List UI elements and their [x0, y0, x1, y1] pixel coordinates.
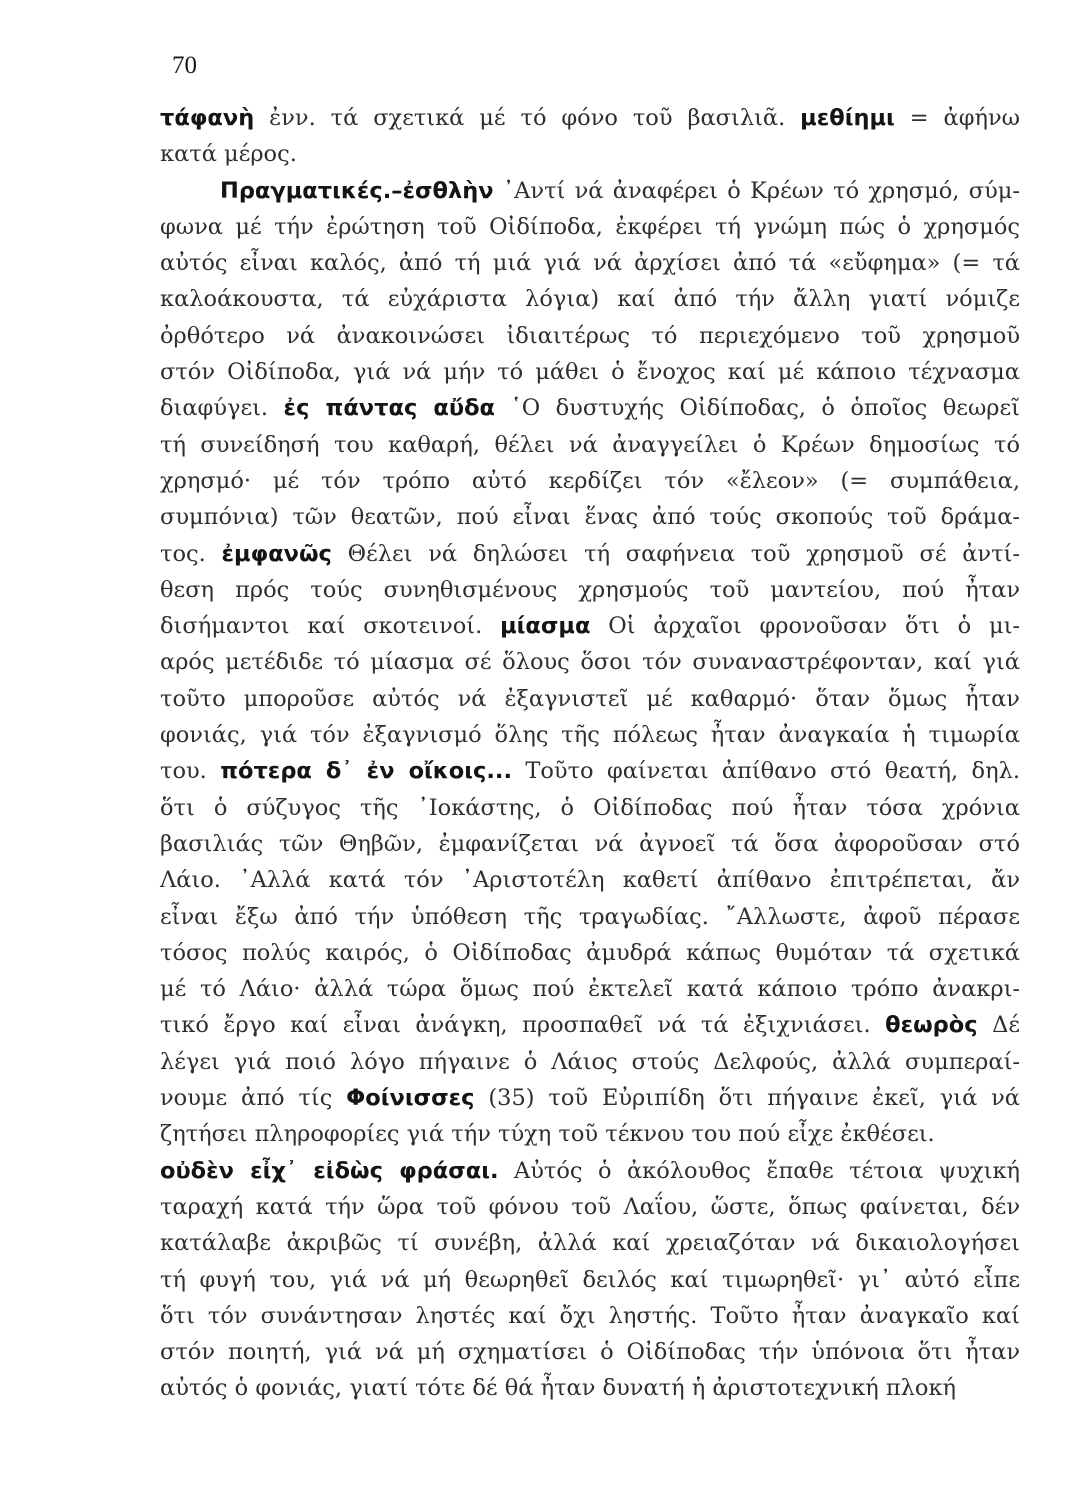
text-line — [160, 971, 1020, 1007]
bold-term: τάφανὴ — [160, 105, 255, 131]
text-run: ταραχή κατά τήν ὥρα τοῦ φόνου τοῦ Λαΐου, ὥστε, ὅπως φαίνεται, δέν — [160, 1193, 1020, 1220]
text-run: εἶναι ἔξω ἀπό τήν ὑπόθεση τῆς τραγωδίας. ῎Αλλωστε, ἀφοῦ πέρασε — [160, 903, 1020, 930]
text-line — [160, 1007, 1020, 1043]
text-run: τή συνείδησή του καθαρή, θέλει νά ἀναγγείλει ὁ Κρέων δημοσίως τό — [160, 431, 1020, 458]
bold-term: μεθίημι — [800, 105, 895, 131]
text-line — [160, 463, 1020, 499]
text-run: ὅτι τόν συνάντησαν ληστές καί ὄχι ληστής. Τοῦτο ἦταν ἀναγκαῖο καί — [160, 1302, 1020, 1329]
text-line — [160, 1225, 1020, 1261]
text-run: θεση πρός τούς συνηθισμένους χρησμούς τοῦ μαντείου, πού ἦταν — [160, 576, 1020, 603]
text-line — [160, 1189, 1020, 1225]
bold-term: οὐδὲν εἶχ᾽ εἰδὼς φράσαι. — [160, 1157, 499, 1184]
text-line — [160, 1044, 1020, 1080]
text-run: Τοῦτο φαίνεται ἀπίθανο στό θεατή, δηλ. — [512, 758, 1020, 785]
text-run: φονιάς, γιά τόν ἐξαγνισμό ὅλης τῆς πόλεως ἦταν ἀναγκαία ἡ τιμωρία — [160, 722, 1020, 749]
text-line — [160, 608, 1020, 644]
bold-term: Πραγματικές.–ἐσθλὴν — [220, 177, 494, 204]
text-line — [160, 536, 1020, 572]
text-run: αὐτός εἶναι καλός, ἀπό τή μιά γιά νά ἀρχίσει ἀπό τά «εὔφημα» (= τά — [160, 250, 1020, 277]
text-line — [160, 1262, 1020, 1298]
text-run: = ἀφήνω — [894, 105, 1020, 131]
text-line — [160, 826, 1020, 862]
bold-term: Φοίνισσες — [346, 1085, 475, 1112]
text-run: Θέλει νά δηλώσει τή σαφήνεια τοῦ χρησμοῦ σέ ἀντί- — [331, 540, 1020, 567]
text-line — [160, 390, 1020, 426]
text-line — [160, 499, 1020, 535]
text-run: Λάιο. ᾽Αλλά κατά τόν ᾽Αριστοτέλη καθετί ἀπίθανο ἐπιτρέπεται, ἄν — [160, 867, 1020, 894]
text-run: (35) τοῦ Εὐριπίδη ὅτι πήγαινε ἐκεῖ, γιά νά — [474, 1085, 1020, 1112]
text-line — [160, 354, 1020, 390]
bold-term: ἐς πάντας αὔδα — [283, 395, 495, 422]
text-run: του. — [160, 758, 221, 785]
page-number: 70 — [172, 52, 197, 79]
text-run: νουμε ἀπό τίς — [160, 1085, 347, 1112]
text-run: διαφύγει. — [160, 395, 284, 422]
text-line — [160, 136, 1020, 172]
bold-term: θεωρὸς — [885, 1012, 978, 1039]
text-line — [160, 427, 1020, 463]
text-line — [160, 173, 1020, 209]
text-line — [160, 717, 1020, 753]
text-line — [160, 1116, 1020, 1152]
commentary-text — [160, 100, 1020, 1407]
text-run: μέ τό Λάιο· ἀλλά τώρα ὅμως πού ἐκτελεῖ κατά κάποιο τρόπο ἀνακρι- — [160, 976, 1020, 1003]
text-run: ὅτι ὁ σύζυγος τῆς ᾽Ιοκάστης, ὁ Οἰδίποδας πού ἦταν τόσα χρόνια — [160, 794, 1020, 821]
text-run: στόν ποιητή, γιά νά μή σχηματίσει ὁ Οἰδίποδας τήν ὑπόνοια ὅτι ἦταν — [160, 1339, 1020, 1366]
text-run: αὐτός ὁ φονιάς, γιατί τότε δέ θά ἦταν δυνατή ἡ ἀριστοτεχνική πλοκή — [160, 1375, 957, 1402]
text-run: Οἱ ἀρχαῖοι φρονοῦσαν ὅτι ὁ μι- — [590, 613, 1020, 640]
text-run: ὀρθότερο νά ἀνακοινώσει ἰδιαιτέρως τό περιεχόμενο τοῦ χρησμοῦ — [160, 322, 1020, 349]
text-line — [160, 899, 1020, 935]
text-run: βασιλιάς τῶν Θηβῶν, ἐμφανίζεται νά ἀγνοεῖ τά ὅσα ἀφοροῦσαν στό — [160, 830, 1020, 857]
text-run: καλοάκουστα, τά εὐχάριστα λόγια) καί ἀπό τήν ἄλλη γιατί νόμιζε — [160, 286, 1020, 313]
text-run: τόσος πολύς καιρός, ὁ Οἰδίποδας ἀμυδρά κάπως θυμόταν τά σχετικά — [160, 939, 1020, 966]
bold-term: ἐμφανῶς — [221, 540, 332, 567]
text-run: Αὐτός ὁ ἀκόλουθος ἔπαθε τέτοια ψυχική — [498, 1157, 1020, 1184]
text-run: συμπόνια) τῶν θεατῶν, πού εἶναι ἕνας ἀπό τούς σκοπούς τοῦ δράμα- — [160, 504, 1020, 531]
text-line — [160, 1370, 1020, 1406]
text-line — [160, 209, 1020, 245]
text-line — [160, 935, 1020, 971]
text-run: κατά μέρος. — [160, 141, 297, 168]
text-line — [160, 1153, 1020, 1189]
text-run: ῾Ο δυστυχής Οἰδίποδας, ὁ ὁποῖος θεωρεῖ — [495, 395, 1020, 422]
text-run: δισήμαντοι καί σκοτεινοί. — [160, 613, 501, 640]
text-run: λέγει γιά ποιό λόγο πήγαινε ὁ Λάιος στούς Δελφούς, ἀλλά συμπεραί- — [160, 1048, 1020, 1075]
text-line — [160, 245, 1020, 281]
text-line — [160, 681, 1020, 717]
bold-term: πότερα δ᾽ ἐν οἴκοις... — [220, 758, 512, 785]
text-run: τή φυγή του, γιά νά μή θεωρηθεῖ δειλός καί τιμωρηθεῖ· γι᾽ αὐτό εἶπε — [160, 1266, 1020, 1293]
text-line — [160, 753, 1020, 789]
text-run: ἐνν. τά σχετικά μέ τό φόνο τοῦ βασιλιᾶ. — [254, 105, 801, 131]
text-run: ᾽Αντί νά ἀναφέρει ὁ Κρέων τό χρησμό, σύμ- — [493, 177, 1020, 204]
text-run: στόν Οἰδίποδα, γιά νά μήν τό μάθει ὁ ἔνοχος καί μέ κάποιο τέχνασμα — [160, 359, 1020, 386]
text-run: κατάλαβε ἀκριβῶς τί συνέβη, ἀλλά καί χρειαζόταν νά δικαιολογήσει — [160, 1230, 1020, 1257]
text-line — [160, 790, 1020, 826]
text-line — [160, 100, 1020, 136]
text-run: τος. — [160, 540, 222, 567]
text-run: χρησμό· μέ τόν τρόπο αὐτό κερδίζει τόν «ἔλεον» (= συμπάθεια, — [160, 467, 1020, 494]
text-run: Δέ — [977, 1012, 1020, 1039]
text-line — [160, 1334, 1020, 1370]
text-run: αρός μετέδιδε τό μίασμα σέ ὅλους ὅσοι τόν συναναστρέφονταν, καί γιά — [160, 649, 1020, 676]
text-line — [160, 644, 1020, 680]
bold-term: μίασμα — [500, 613, 591, 640]
text-run: τοῦτο μποροῦσε αὐτός νά ἐξαγνιστεῖ μέ καθαρμό· ὅταν ὅμως ἦταν — [160, 685, 1020, 712]
text-line — [160, 281, 1020, 317]
text-line — [160, 318, 1020, 354]
text-line — [160, 1298, 1020, 1334]
text-run: ζητήσει πληροφορίες γιά τήν τύχη τοῦ τέκνου του πού εἶχε ἐκθέσει. — [160, 1121, 935, 1148]
text-line — [160, 862, 1020, 898]
text-line — [160, 572, 1020, 608]
text-line — [160, 1080, 1020, 1116]
text-run: τικό ἔργο καί εἶναι ἀνάγκη, προσπαθεῖ νά τά ἐξιχνιάσει. — [160, 1012, 886, 1039]
text-run: φωνα μέ τήν ἐρώτηση τοῦ Οἰδίποδα, ἐκφέρει τή γνώμη πώς ὁ χρησμός — [160, 213, 1020, 240]
